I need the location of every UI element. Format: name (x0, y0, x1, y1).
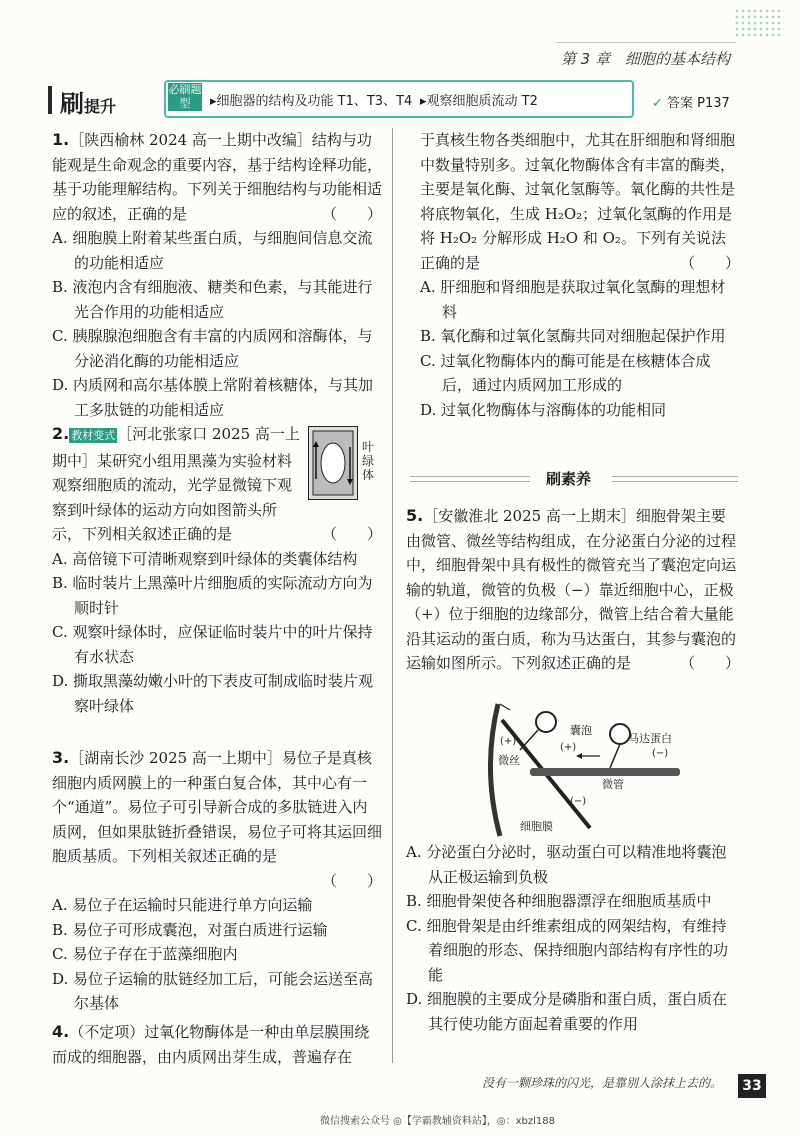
option-b[interactable]: B. 易位子可形成囊泡，对蛋白质进行运输 (52, 920, 328, 939)
option-d[interactable]: D. 内质网和高尔基体膜上常附着核糖体，与其加工多肽链的功能相适应 (52, 376, 374, 419)
answer-bracket: （ ） (679, 654, 740, 672)
question-number: 5. (406, 506, 424, 525)
question-stem: ［安徽淮北 2025 高一上期末］细胞骨架主要由微管、微丝等结构组成，在分泌蛋白分泌的过程中，细胞骨架中具有极性的微管充当了囊泡定向运输的轨道，微管的负极（−）靠近细胞中心，正极（+）位于细胞的边缘部分，微管上结合着大量能沿其运动的蛋白质，称为马达蛋白，其参与囊泡的运输如图所示。下列叙述正确的是 (406, 507, 737, 672)
label-motor-protein: 马达蛋白 (628, 732, 672, 745)
label-cell-membrane: 细胞膜 (520, 820, 553, 833)
option-a[interactable]: A. 细胞膜上附着某些蛋白质，与细胞间信息交流的功能相适应 (52, 229, 373, 272)
label-microfilament: 微丝 (498, 754, 520, 767)
option-b[interactable]: B. 临时装片上黑藻叶片细胞质的实际流动方向为顺时针 (52, 574, 373, 617)
vesicle-transport-figure (470, 700, 710, 840)
question-number: 4. (52, 1022, 70, 1041)
footer-watermark: 微信搜索公众号 ◎【学霸教辅资料站】，◎：xbzl188 (320, 1116, 556, 1127)
label-plus-1: (+) (500, 736, 517, 747)
option-c[interactable]: C. 过氧化物酶体内的酶可能是在核糖体合成后，通过内质网加工形成的 (420, 351, 711, 394)
option-a[interactable]: A. 易位子在运输时只能进行单方向运输 (52, 896, 313, 914)
question-5-options (406, 840, 740, 1036)
motor-protein (610, 744, 620, 768)
brand-logo (60, 84, 116, 119)
answer-bracket: （ ） (321, 204, 382, 223)
option-c[interactable]: C. 细胞骨架是由纤维素组成的网架结构，有维持着细胞的形态、保持细胞内部结构有序性的功能 (406, 916, 729, 984)
question-number: 3. (52, 748, 70, 767)
vesicle-right (610, 724, 630, 744)
answer-bracket: （ ） (321, 871, 382, 890)
option-b[interactable]: B. 细胞骨架使各种细胞器漂浮在细胞质基质中 (406, 892, 712, 910)
chapter-title: 第 3 章 细胞的基本结构 (560, 50, 730, 68)
section-title: 刷素养 (546, 470, 592, 488)
option-d[interactable]: D. 撕取黑藻幼嫩小叶的下表皮可制成临时装片观察叶绿体 (52, 672, 374, 715)
textbook-tag: 教材变式 (71, 429, 116, 442)
question-number: 2. (52, 424, 70, 443)
footer-quote: 没有一颗珍珠的闪光，是靠别人涂抹上去的。 (481, 1076, 722, 1090)
vesicle-left (536, 712, 556, 732)
question-2 (52, 422, 382, 718)
answer-bracket: （ ） (679, 253, 740, 272)
question-stem: ［湖南长沙 2025 高一上期中］易位子是真核细胞内质网膜上的一种蛋白复合体，其中心有一个“通道”。易位子可引导新合成的多肽链进入内质网，但如果肽链折叠错误，易位子可将其运回细胞质基质。下列相关叙述正确的是 (52, 749, 383, 865)
answer-ref (652, 92, 730, 111)
question-4 (52, 1020, 382, 1069)
column-divider (392, 128, 393, 1063)
topic-2: ▸观察细胞质流动 T2 (420, 94, 538, 109)
topic-tag: 必刷题型 (168, 83, 202, 110)
microtubule-bar (530, 768, 680, 776)
question-stem-continued: 于真核生物各类细胞中，尤其在肝细胞和肾细胞中数量特别多。过氧化物酶体含有丰富的酶类，主要是氧化酶、过氧化氢酶等。氧化酶的共性是将底物氧化，生成 H₂O₂；过氧化氢酶的作用是将 H₂O₂ 分解形成 H₂O 和 O₂。下列有关说法正确的是 (420, 131, 736, 272)
question-3 (52, 746, 382, 1016)
question-1 (52, 128, 382, 422)
question-5 (406, 504, 740, 676)
option-d[interactable]: D. 细胞膜的主要成分是磷脂和蛋白质，蛋白质在其行使功能方面起着重要的作用 (406, 990, 728, 1033)
option-b[interactable]: B. 氧化酶和过氧化氢酶共同对细胞起保护作用 (420, 327, 726, 345)
option-a[interactable]: A. 分泌蛋白分泌时，驱动蛋白可以精准地将囊泡从正极运输到负极 (406, 843, 727, 886)
question-stem: ［陕西榆林 2024 高一上期中改编］结构与功能观是生命观念的重要内容，基于结构诠释功能，基于功能理解结构。下列关于细胞结构与功能相适应的叙述，正确的是 (52, 131, 383, 223)
option-c[interactable]: C. 胰腺腺泡细胞含有丰富的内质网和溶酶体，与分泌消化酶的功能相适应 (52, 327, 373, 370)
section-rule-left (410, 476, 530, 482)
question-4-continued (420, 128, 740, 422)
question-stem: （不定项）过氧化物酶体是一种由单层膜围绕而成的细胞器，由内质网出芽生成，普遍存在 (52, 1023, 370, 1066)
brand-sub: 提升 (84, 97, 117, 116)
option-a[interactable]: A. 肝细胞和肾细胞是获取过氧化氢酶的理想材料 (420, 278, 726, 321)
chloroplast-label: 叶绿体 (362, 440, 375, 482)
answer-text: 答案 P137 (667, 96, 730, 111)
question-number: 1. (52, 130, 70, 149)
option-b[interactable]: B. 液泡内含有细胞液、糖类和色素，与其能进行光合作用的功能相适应 (52, 278, 373, 321)
label-plus-2: (+) (560, 742, 577, 753)
option-c[interactable]: C. 易位子存在于蓝藻细胞内 (52, 945, 238, 963)
label-minus-1: (−) (652, 748, 669, 759)
option-d[interactable]: D. 过氧化物酶体与溶酶体的功能相同 (420, 400, 667, 419)
check-icon: ✓ (652, 96, 663, 111)
section-rule-right (612, 476, 738, 482)
cell-membrane-curve (490, 704, 500, 836)
brand-main: 刷 (60, 90, 84, 118)
brand-bar (48, 86, 52, 114)
label-minus-2: (−) (570, 796, 587, 807)
topic-1: ▸细胞器的结构及功能 T1、T3、T4 (210, 94, 413, 109)
corner-decoration (734, 8, 784, 38)
label-vesicle: 囊泡 (570, 724, 592, 737)
answer-bracket: （ ） (321, 525, 382, 543)
option-c[interactable]: C. 观察叶绿体时，应保证临时装片中的叶片保持有水状态 (52, 623, 373, 666)
question-stem: ［河北张家口 2025 高一上期中］某研究小组用黑藻为实验材料观察细胞质的流动，光学显微镜下观察到叶绿体的运动方向如图箭头所示，下列相关叙述正确的是 (52, 425, 300, 543)
page-number: 33 (738, 1074, 766, 1098)
option-d[interactable]: D. 易位子运输的肽链经加工后，可能会运送至高尔基体 (52, 969, 374, 1012)
option-a[interactable]: A. 高倍镜下可清晰观察到叶绿体的类囊体结构 (52, 549, 358, 568)
label-microtubule: 微管 (602, 778, 624, 791)
